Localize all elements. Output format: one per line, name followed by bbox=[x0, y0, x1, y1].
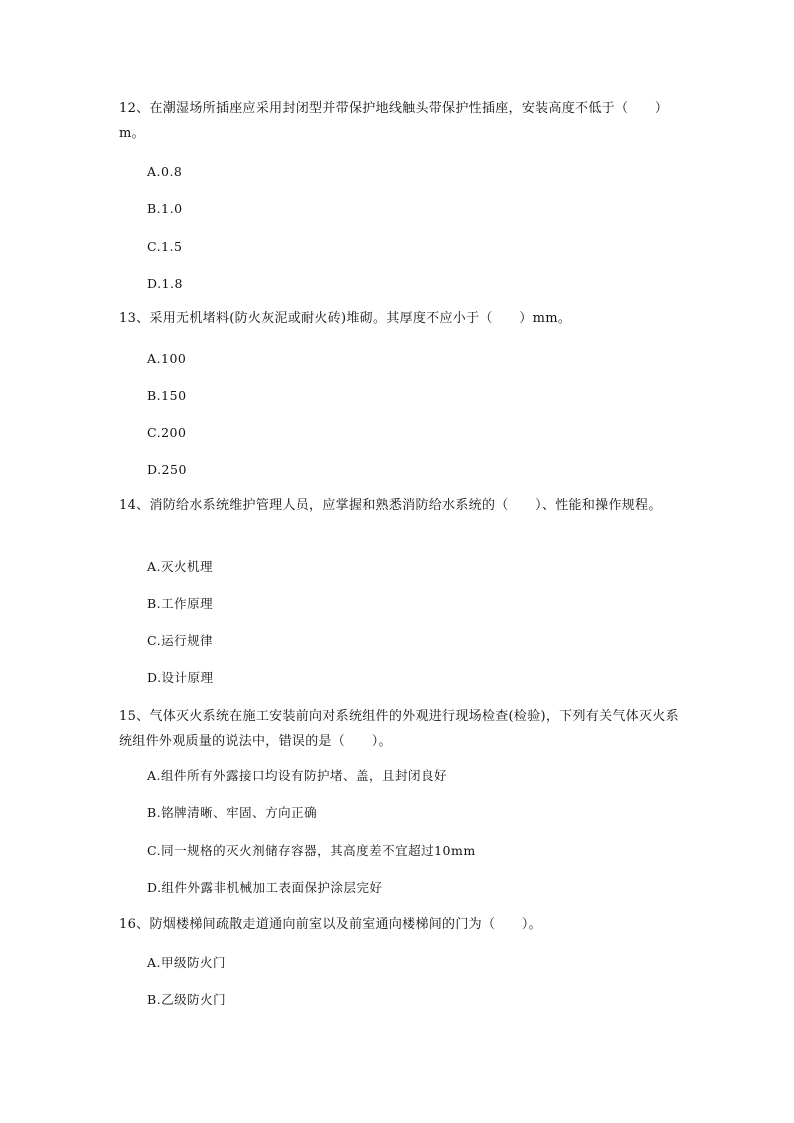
question-15-option-a: A.组件所有外露接口均设有防护堵、盖，且封闭良好 bbox=[147, 768, 448, 783]
question-14-option-d: D.设计原理 bbox=[147, 670, 214, 685]
question-13-option-d: D.250 bbox=[147, 462, 187, 477]
question-12-option-d: D.1.8 bbox=[147, 276, 183, 291]
question-16-option-b: B.乙级防火门 bbox=[147, 992, 227, 1007]
question-15-option-c: C.同一规格的灭火剂储存容器，其高度差不宜超过10mm bbox=[147, 843, 476, 858]
question-13-option-a: A.100 bbox=[147, 351, 187, 366]
question-14-option-a: A.灭火机理 bbox=[147, 559, 214, 574]
question-14-stem: 14、消防给水系统维护管理人员，应掌握和熟悉消防给水系统的（ ）、性能和操作规程。 bbox=[119, 498, 662, 513]
question-13-stem: 13、采用无机堵料(防火灰泥或耐火砖)堆砌。其厚度不应小于（ ）mm。 bbox=[119, 311, 572, 326]
question-16-option-a: A.甲级防火门 bbox=[147, 955, 227, 970]
question-15-stem: 15、气体灭火系统在施工安装前向对系统组件的外观进行现场检查(检验)，下列有关气体灭火系统组件外观质量的说法中，错误的是（ ）。 bbox=[119, 709, 679, 749]
question-15-option-b: B.铭牌清晰、牢固、方向正确 bbox=[147, 805, 318, 820]
question-16-stem: 16、防烟楼梯间疏散走道通向前室以及前室通向楼梯间的门为（ ）。 bbox=[119, 917, 542, 932]
question-12-option-c: C.1.5 bbox=[147, 239, 183, 254]
question-15-option-d: D.组件外露非机械加工表面保护涂层完好 bbox=[147, 880, 383, 895]
question-12-stem: 12、在潮湿场所插座应采用封闭型并带保护地线触头带保护性插座，安装高度不低于（ ）m。 bbox=[119, 101, 669, 141]
question-14-option-b: B.工作原理 bbox=[147, 596, 214, 611]
question-12-option-a: A.0.8 bbox=[147, 164, 183, 179]
question-13-option-b: B.150 bbox=[147, 388, 187, 403]
question-13-option-c: C.200 bbox=[147, 425, 187, 440]
question-14-option-c: C.运行规律 bbox=[147, 633, 214, 648]
question-12-option-b: B.1.0 bbox=[147, 201, 183, 216]
